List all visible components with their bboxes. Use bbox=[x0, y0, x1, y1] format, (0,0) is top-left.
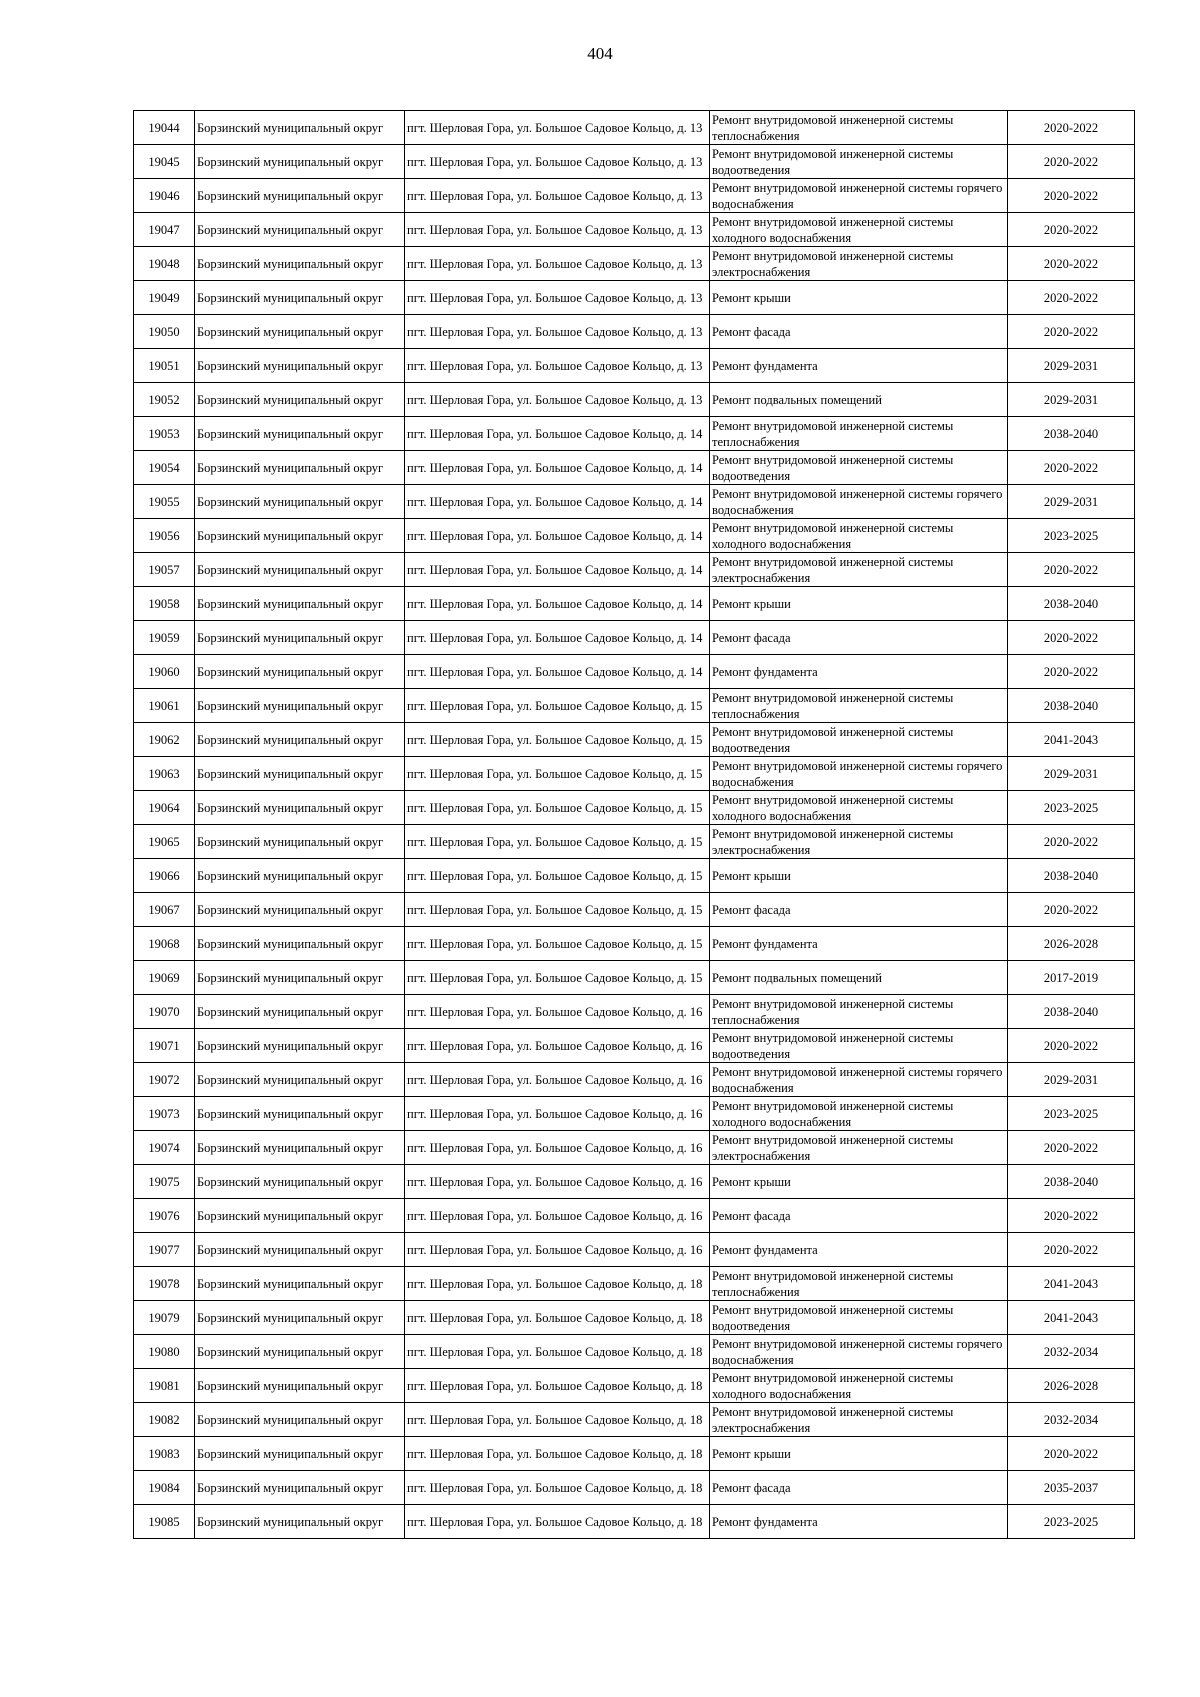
address-cell: пгт. Шерловая Гора, ул. Большое Садовое Кольцо, д. 18 bbox=[405, 1301, 710, 1335]
address-cell: пгт. Шерловая Гора, ул. Большое Садовое Кольцо, д. 14 bbox=[405, 587, 710, 621]
address-cell: пгт. Шерловая Гора, ул. Большое Садовое Кольцо, д. 16 bbox=[405, 1029, 710, 1063]
address-cell: пгт. Шерловая Гора, ул. Большое Садовое Кольцо, д. 13 bbox=[405, 315, 710, 349]
work-type-cell: Ремонт внутридомовой инженерной системы водоотведения bbox=[710, 723, 1008, 757]
work-type-cell: Ремонт крыши bbox=[710, 587, 1008, 621]
work-type-cell: Ремонт внутридомовой инженерной системы холодного водоснабжения bbox=[710, 519, 1008, 553]
table-row bbox=[134, 995, 1135, 1029]
page-number: 404 bbox=[587, 44, 613, 63]
municipality-cell: Борзинский муниципальный округ bbox=[195, 383, 405, 417]
row-number-cell: 19065 bbox=[134, 825, 195, 859]
table-row bbox=[134, 315, 1135, 349]
registry-table bbox=[133, 110, 1135, 1539]
period-cell: 2023-2025 bbox=[1008, 1505, 1135, 1539]
work-type-cell: Ремонт внутридомовой инженерной системы горячего водоснабжения bbox=[710, 1335, 1008, 1369]
row-number-cell: 19067 bbox=[134, 893, 195, 927]
table-row bbox=[134, 1029, 1135, 1063]
table-row bbox=[134, 1199, 1135, 1233]
table-row bbox=[134, 1437, 1135, 1471]
address-cell: пгт. Шерловая Гора, ул. Большое Садовое Кольцо, д. 13 bbox=[405, 383, 710, 417]
period-cell: 2029-2031 bbox=[1008, 383, 1135, 417]
period-cell: 2020-2022 bbox=[1008, 1233, 1135, 1267]
period-cell: 2035-2037 bbox=[1008, 1471, 1135, 1505]
table-row bbox=[134, 417, 1135, 451]
address-cell: пгт. Шерловая Гора, ул. Большое Садовое Кольцо, д. 15 bbox=[405, 893, 710, 927]
municipality-cell: Борзинский муниципальный округ bbox=[195, 553, 405, 587]
address-cell: пгт. Шерловая Гора, ул. Большое Садовое Кольцо, д. 18 bbox=[405, 1403, 710, 1437]
work-type-cell: Ремонт внутридомовой инженерной системы водоотведения bbox=[710, 1301, 1008, 1335]
municipality-cell: Борзинский муниципальный округ bbox=[195, 1369, 405, 1403]
municipality-cell: Борзинский муниципальный округ bbox=[195, 1063, 405, 1097]
work-type-cell: Ремонт внутридомовой инженерной системы водоотведения bbox=[710, 1029, 1008, 1063]
address-cell: пгт. Шерловая Гора, ул. Большое Садовое Кольцо, д. 13 bbox=[405, 281, 710, 315]
work-type-cell: Ремонт подвальных помещений bbox=[710, 383, 1008, 417]
table-row bbox=[134, 825, 1135, 859]
table-row bbox=[134, 1369, 1135, 1403]
row-number-cell: 19079 bbox=[134, 1301, 195, 1335]
work-type-cell: Ремонт внутридомовой инженерной системы теплоснабжения bbox=[710, 111, 1008, 145]
table-row bbox=[134, 553, 1135, 587]
table-row bbox=[134, 1233, 1135, 1267]
period-cell: 2020-2022 bbox=[1008, 281, 1135, 315]
address-cell: пгт. Шерловая Гора, ул. Большое Садовое Кольцо, д. 15 bbox=[405, 723, 710, 757]
municipality-cell: Борзинский муниципальный округ bbox=[195, 281, 405, 315]
work-type-cell: Ремонт крыши bbox=[710, 1437, 1008, 1471]
work-type-cell: Ремонт фасада bbox=[710, 315, 1008, 349]
row-number-cell: 19044 bbox=[134, 111, 195, 145]
period-cell: 2020-2022 bbox=[1008, 1199, 1135, 1233]
address-cell: пгт. Шерловая Гора, ул. Большое Садовое Кольцо, д. 15 bbox=[405, 757, 710, 791]
row-number-cell: 19078 bbox=[134, 1267, 195, 1301]
municipality-cell: Борзинский муниципальный округ bbox=[195, 825, 405, 859]
row-number-cell: 19069 bbox=[134, 961, 195, 995]
address-cell: пгт. Шерловая Гора, ул. Большое Садовое Кольцо, д. 13 bbox=[405, 179, 710, 213]
period-cell: 2020-2022 bbox=[1008, 655, 1135, 689]
row-number-cell: 19045 bbox=[134, 145, 195, 179]
work-type-cell: Ремонт внутридомовой инженерной системы горячего водоснабжения bbox=[710, 179, 1008, 213]
period-cell: 2038-2040 bbox=[1008, 587, 1135, 621]
work-type-cell: Ремонт внутридомовой инженерной системы горячего водоснабжения bbox=[710, 485, 1008, 519]
period-cell: 2020-2022 bbox=[1008, 553, 1135, 587]
municipality-cell: Борзинский муниципальный округ bbox=[195, 1505, 405, 1539]
work-type-cell: Ремонт внутридомовой инженерной системы электроснабжения bbox=[710, 553, 1008, 587]
period-cell: 2038-2040 bbox=[1008, 859, 1135, 893]
period-cell: 2032-2034 bbox=[1008, 1335, 1135, 1369]
municipality-cell: Борзинский муниципальный округ bbox=[195, 927, 405, 961]
municipality-cell: Борзинский муниципальный округ bbox=[195, 145, 405, 179]
address-cell: пгт. Шерловая Гора, ул. Большое Садовое Кольцо, д. 14 bbox=[405, 451, 710, 485]
work-type-cell: Ремонт фасада bbox=[710, 893, 1008, 927]
period-cell: 2023-2025 bbox=[1008, 791, 1135, 825]
address-cell: пгт. Шерловая Гора, ул. Большое Садовое Кольцо, д. 14 bbox=[405, 485, 710, 519]
row-number-cell: 19075 bbox=[134, 1165, 195, 1199]
table-row bbox=[134, 927, 1135, 961]
row-number-cell: 19058 bbox=[134, 587, 195, 621]
address-cell: пгт. Шерловая Гора, ул. Большое Садовое Кольцо, д. 15 bbox=[405, 927, 710, 961]
table-row bbox=[134, 1301, 1135, 1335]
period-cell: 2020-2022 bbox=[1008, 1029, 1135, 1063]
period-cell: 2020-2022 bbox=[1008, 247, 1135, 281]
period-cell: 2026-2028 bbox=[1008, 1369, 1135, 1403]
municipality-cell: Борзинский муниципальный округ bbox=[195, 961, 405, 995]
table-row bbox=[134, 961, 1135, 995]
work-type-cell: Ремонт внутридомовой инженерной системы холодного водоснабжения bbox=[710, 213, 1008, 247]
address-cell: пгт. Шерловая Гора, ул. Большое Садовое Кольцо, д. 14 bbox=[405, 655, 710, 689]
period-cell: 2038-2040 bbox=[1008, 995, 1135, 1029]
row-number-cell: 19054 bbox=[134, 451, 195, 485]
work-type-cell: Ремонт внутридомовой инженерной системы теплоснабжения bbox=[710, 417, 1008, 451]
work-type-cell: Ремонт фундамента bbox=[710, 927, 1008, 961]
row-number-cell: 19053 bbox=[134, 417, 195, 451]
address-cell: пгт. Шерловая Гора, ул. Большое Садовое Кольцо, д. 18 bbox=[405, 1437, 710, 1471]
address-cell: пгт. Шерловая Гора, ул. Большое Садовое Кольцо, д. 18 bbox=[405, 1505, 710, 1539]
period-cell: 2020-2022 bbox=[1008, 1437, 1135, 1471]
row-number-cell: 19055 bbox=[134, 485, 195, 519]
work-type-cell: Ремонт внутридомовой инженерной системы электроснабжения bbox=[710, 1131, 1008, 1165]
period-cell: 2020-2022 bbox=[1008, 825, 1135, 859]
address-cell: пгт. Шерловая Гора, ул. Большое Садовое Кольцо, д. 15 bbox=[405, 961, 710, 995]
row-number-cell: 19048 bbox=[134, 247, 195, 281]
municipality-cell: Борзинский муниципальный округ bbox=[195, 893, 405, 927]
municipality-cell: Борзинский муниципальный округ bbox=[195, 451, 405, 485]
work-type-cell: Ремонт фундамента bbox=[710, 349, 1008, 383]
table-row bbox=[134, 757, 1135, 791]
work-type-cell: Ремонт внутридомовой инженерной системы водоотведения bbox=[710, 451, 1008, 485]
row-number-cell: 19081 bbox=[134, 1369, 195, 1403]
address-cell: пгт. Шерловая Гора, ул. Большое Садовое Кольцо, д. 13 bbox=[405, 111, 710, 145]
row-number-cell: 19051 bbox=[134, 349, 195, 383]
municipality-cell: Борзинский муниципальный округ bbox=[195, 723, 405, 757]
period-cell: 2023-2025 bbox=[1008, 1097, 1135, 1131]
address-cell: пгт. Шерловая Гора, ул. Большое Садовое Кольцо, д. 15 bbox=[405, 791, 710, 825]
table-row bbox=[134, 247, 1135, 281]
address-cell: пгт. Шерловая Гора, ул. Большое Садовое Кольцо, д. 18 bbox=[405, 1335, 710, 1369]
address-cell: пгт. Шерловая Гора, ул. Большое Садовое Кольцо, д. 13 bbox=[405, 349, 710, 383]
row-number-cell: 19046 bbox=[134, 179, 195, 213]
row-number-cell: 19082 bbox=[134, 1403, 195, 1437]
address-cell: пгт. Шерловая Гора, ул. Большое Садовое Кольцо, д. 15 bbox=[405, 689, 710, 723]
period-cell: 2020-2022 bbox=[1008, 451, 1135, 485]
municipality-cell: Борзинский муниципальный округ bbox=[195, 1471, 405, 1505]
address-cell: пгт. Шерловая Гора, ул. Большое Садовое Кольцо, д. 14 bbox=[405, 553, 710, 587]
period-cell: 2020-2022 bbox=[1008, 1131, 1135, 1165]
period-cell: 2038-2040 bbox=[1008, 689, 1135, 723]
table-row bbox=[134, 1403, 1135, 1437]
period-cell: 2023-2025 bbox=[1008, 519, 1135, 553]
period-cell: 2029-2031 bbox=[1008, 1063, 1135, 1097]
table-row bbox=[134, 1471, 1135, 1505]
table-row bbox=[134, 621, 1135, 655]
table-row bbox=[134, 1505, 1135, 1539]
row-number-cell: 19072 bbox=[134, 1063, 195, 1097]
table-row bbox=[134, 1063, 1135, 1097]
period-cell: 2032-2034 bbox=[1008, 1403, 1135, 1437]
work-type-cell: Ремонт крыши bbox=[710, 859, 1008, 893]
municipality-cell: Борзинский муниципальный округ bbox=[195, 519, 405, 553]
table-row bbox=[134, 1131, 1135, 1165]
work-type-cell: Ремонт фасада bbox=[710, 1199, 1008, 1233]
period-cell: 2029-2031 bbox=[1008, 485, 1135, 519]
municipality-cell: Борзинский муниципальный округ bbox=[195, 1267, 405, 1301]
table-row bbox=[134, 655, 1135, 689]
municipality-cell: Борзинский муниципальный округ bbox=[195, 859, 405, 893]
table-row bbox=[134, 1267, 1135, 1301]
municipality-cell: Борзинский муниципальный округ bbox=[195, 1233, 405, 1267]
work-type-cell: Ремонт внутридомовой инженерной системы горячего водоснабжения bbox=[710, 757, 1008, 791]
period-cell: 2029-2031 bbox=[1008, 349, 1135, 383]
municipality-cell: Борзинский муниципальный округ bbox=[195, 655, 405, 689]
municipality-cell: Борзинский муниципальный округ bbox=[195, 111, 405, 145]
work-type-cell: Ремонт крыши bbox=[710, 281, 1008, 315]
work-type-cell: Ремонт внутридомовой инженерной системы электроснабжения bbox=[710, 247, 1008, 281]
municipality-cell: Борзинский муниципальный округ bbox=[195, 179, 405, 213]
table-row bbox=[134, 587, 1135, 621]
work-type-cell: Ремонт внутридомовой инженерной системы холодного водоснабжения bbox=[710, 791, 1008, 825]
row-number-cell: 19060 bbox=[134, 655, 195, 689]
period-cell: 2017-2019 bbox=[1008, 961, 1135, 995]
table-row bbox=[134, 893, 1135, 927]
municipality-cell: Борзинский муниципальный округ bbox=[195, 247, 405, 281]
table-row bbox=[134, 281, 1135, 315]
address-cell: пгт. Шерловая Гора, ул. Большое Садовое Кольцо, д. 16 bbox=[405, 1199, 710, 1233]
row-number-cell: 19063 bbox=[134, 757, 195, 791]
period-cell: 2038-2040 bbox=[1008, 1165, 1135, 1199]
registry-table-body bbox=[134, 111, 1135, 1539]
row-number-cell: 19062 bbox=[134, 723, 195, 757]
address-cell: пгт. Шерловая Гора, ул. Большое Садовое Кольцо, д. 13 bbox=[405, 247, 710, 281]
row-number-cell: 19066 bbox=[134, 859, 195, 893]
work-type-cell: Ремонт фундамента bbox=[710, 655, 1008, 689]
period-cell: 2020-2022 bbox=[1008, 145, 1135, 179]
address-cell: пгт. Шерловая Гора, ул. Большое Садовое Кольцо, д. 18 bbox=[405, 1471, 710, 1505]
period-cell: 2041-2043 bbox=[1008, 1301, 1135, 1335]
address-cell: пгт. Шерловая Гора, ул. Большое Садовое Кольцо, д. 16 bbox=[405, 1233, 710, 1267]
table-row bbox=[134, 689, 1135, 723]
row-number-cell: 19059 bbox=[134, 621, 195, 655]
table-row bbox=[134, 791, 1135, 825]
address-cell: пгт. Шерловая Гора, ул. Большое Садовое Кольцо, д. 16 bbox=[405, 1131, 710, 1165]
work-type-cell: Ремонт внутридомовой инженерной системы теплоснабжения bbox=[710, 689, 1008, 723]
row-number-cell: 19050 bbox=[134, 315, 195, 349]
municipality-cell: Борзинский муниципальный округ bbox=[195, 1437, 405, 1471]
table-row bbox=[134, 145, 1135, 179]
address-cell: пгт. Шерловая Гора, ул. Большое Садовое Кольцо, д. 18 bbox=[405, 1267, 710, 1301]
work-type-cell: Ремонт внутридомовой инженерной системы холодного водоснабжения bbox=[710, 1097, 1008, 1131]
address-cell: пгт. Шерловая Гора, ул. Большое Садовое Кольцо, д. 14 bbox=[405, 621, 710, 655]
municipality-cell: Борзинский муниципальный округ bbox=[195, 1029, 405, 1063]
work-type-cell: Ремонт фасада bbox=[710, 621, 1008, 655]
municipality-cell: Борзинский муниципальный округ bbox=[195, 1097, 405, 1131]
row-number-cell: 19077 bbox=[134, 1233, 195, 1267]
municipality-cell: Борзинский муниципальный округ bbox=[195, 485, 405, 519]
table-row bbox=[134, 859, 1135, 893]
row-number-cell: 19080 bbox=[134, 1335, 195, 1369]
work-type-cell: Ремонт внутридомовой инженерной системы горячего водоснабжения bbox=[710, 1063, 1008, 1097]
municipality-cell: Борзинский муниципальный округ bbox=[195, 689, 405, 723]
work-type-cell: Ремонт крыши bbox=[710, 1165, 1008, 1199]
address-cell: пгт. Шерловая Гора, ул. Большое Садовое Кольцо, д. 16 bbox=[405, 1097, 710, 1131]
municipality-cell: Борзинский муниципальный округ bbox=[195, 417, 405, 451]
table-row bbox=[134, 213, 1135, 247]
row-number-cell: 19068 bbox=[134, 927, 195, 961]
table-row bbox=[134, 1335, 1135, 1369]
work-type-cell: Ремонт внутридомовой инженерной системы теплоснабжения bbox=[710, 1267, 1008, 1301]
work-type-cell: Ремонт внутридомовой инженерной системы холодного водоснабжения bbox=[710, 1369, 1008, 1403]
address-cell: пгт. Шерловая Гора, ул. Большое Садовое Кольцо, д. 15 bbox=[405, 825, 710, 859]
municipality-cell: Борзинский муниципальный округ bbox=[195, 587, 405, 621]
work-type-cell: Ремонт внутридомовой инженерной системы теплоснабжения bbox=[710, 995, 1008, 1029]
municipality-cell: Борзинский муниципальный округ bbox=[195, 349, 405, 383]
table-row bbox=[134, 111, 1135, 145]
municipality-cell: Борзинский муниципальный округ bbox=[195, 1301, 405, 1335]
municipality-cell: Борзинский муниципальный округ bbox=[195, 621, 405, 655]
municipality-cell: Борзинский муниципальный округ bbox=[195, 1403, 405, 1437]
work-type-cell: Ремонт подвальных помещений bbox=[710, 961, 1008, 995]
address-cell: пгт. Шерловая Гора, ул. Большое Садовое Кольцо, д. 15 bbox=[405, 859, 710, 893]
period-cell: 2020-2022 bbox=[1008, 213, 1135, 247]
address-cell: пгт. Шерловая Гора, ул. Большое Садовое Кольцо, д. 16 bbox=[405, 1063, 710, 1097]
work-type-cell: Ремонт внутридомовой инженерной системы электроснабжения bbox=[710, 825, 1008, 859]
address-cell: пгт. Шерловая Гора, ул. Большое Садовое Кольцо, д. 18 bbox=[405, 1369, 710, 1403]
row-number-cell: 19056 bbox=[134, 519, 195, 553]
row-number-cell: 19070 bbox=[134, 995, 195, 1029]
table-row bbox=[134, 179, 1135, 213]
row-number-cell: 19061 bbox=[134, 689, 195, 723]
period-cell: 2038-2040 bbox=[1008, 417, 1135, 451]
period-cell: 2020-2022 bbox=[1008, 315, 1135, 349]
row-number-cell: 19052 bbox=[134, 383, 195, 417]
row-number-cell: 19074 bbox=[134, 1131, 195, 1165]
municipality-cell: Борзинский муниципальный округ bbox=[195, 757, 405, 791]
municipality-cell: Борзинский муниципальный округ bbox=[195, 1335, 405, 1369]
work-type-cell: Ремонт фасада bbox=[710, 1471, 1008, 1505]
table-row bbox=[134, 383, 1135, 417]
address-cell: пгт. Шерловая Гора, ул. Большое Садовое Кольцо, д. 14 bbox=[405, 519, 710, 553]
row-number-cell: 19085 bbox=[134, 1505, 195, 1539]
table-row bbox=[134, 723, 1135, 757]
work-type-cell: Ремонт фундамента bbox=[710, 1505, 1008, 1539]
work-type-cell: Ремонт внутридомовой инженерной системы электроснабжения bbox=[710, 1403, 1008, 1437]
period-cell: 2026-2028 bbox=[1008, 927, 1135, 961]
period-cell: 2029-2031 bbox=[1008, 757, 1135, 791]
municipality-cell: Борзинский муниципальный округ bbox=[195, 995, 405, 1029]
municipality-cell: Борзинский муниципальный округ bbox=[195, 315, 405, 349]
period-cell: 2020-2022 bbox=[1008, 111, 1135, 145]
municipality-cell: Борзинский муниципальный округ bbox=[195, 1199, 405, 1233]
row-number-cell: 19049 bbox=[134, 281, 195, 315]
address-cell: пгт. Шерловая Гора, ул. Большое Садовое Кольцо, д. 16 bbox=[405, 1165, 710, 1199]
period-cell: 2020-2022 bbox=[1008, 621, 1135, 655]
row-number-cell: 19047 bbox=[134, 213, 195, 247]
table-row bbox=[134, 1165, 1135, 1199]
row-number-cell: 19073 bbox=[134, 1097, 195, 1131]
address-cell: пгт. Шерловая Гора, ул. Большое Садовое Кольцо, д. 16 bbox=[405, 995, 710, 1029]
municipality-cell: Борзинский муниципальный округ bbox=[195, 791, 405, 825]
row-number-cell: 19057 bbox=[134, 553, 195, 587]
table-row bbox=[134, 485, 1135, 519]
address-cell: пгт. Шерловая Гора, ул. Большое Садовое Кольцо, д. 14 bbox=[405, 417, 710, 451]
municipality-cell: Борзинский муниципальный округ bbox=[195, 213, 405, 247]
municipality-cell: Борзинский муниципальный округ bbox=[195, 1165, 405, 1199]
address-cell: пгт. Шерловая Гора, ул. Большое Садовое Кольцо, д. 13 bbox=[405, 145, 710, 179]
work-type-cell: Ремонт фундамента bbox=[710, 1233, 1008, 1267]
row-number-cell: 19064 bbox=[134, 791, 195, 825]
table-row bbox=[134, 1097, 1135, 1131]
period-cell: 2020-2022 bbox=[1008, 179, 1135, 213]
table-row bbox=[134, 519, 1135, 553]
table-row bbox=[134, 349, 1135, 383]
municipality-cell: Борзинский муниципальный округ bbox=[195, 1131, 405, 1165]
period-cell: 2041-2043 bbox=[1008, 1267, 1135, 1301]
row-number-cell: 19071 bbox=[134, 1029, 195, 1063]
period-cell: 2020-2022 bbox=[1008, 893, 1135, 927]
row-number-cell: 19083 bbox=[134, 1437, 195, 1471]
work-type-cell: Ремонт внутридомовой инженерной системы водоотведения bbox=[710, 145, 1008, 179]
table-row bbox=[134, 451, 1135, 485]
row-number-cell: 19084 bbox=[134, 1471, 195, 1505]
row-number-cell: 19076 bbox=[134, 1199, 195, 1233]
period-cell: 2041-2043 bbox=[1008, 723, 1135, 757]
address-cell: пгт. Шерловая Гора, ул. Большое Садовое Кольцо, д. 13 bbox=[405, 213, 710, 247]
